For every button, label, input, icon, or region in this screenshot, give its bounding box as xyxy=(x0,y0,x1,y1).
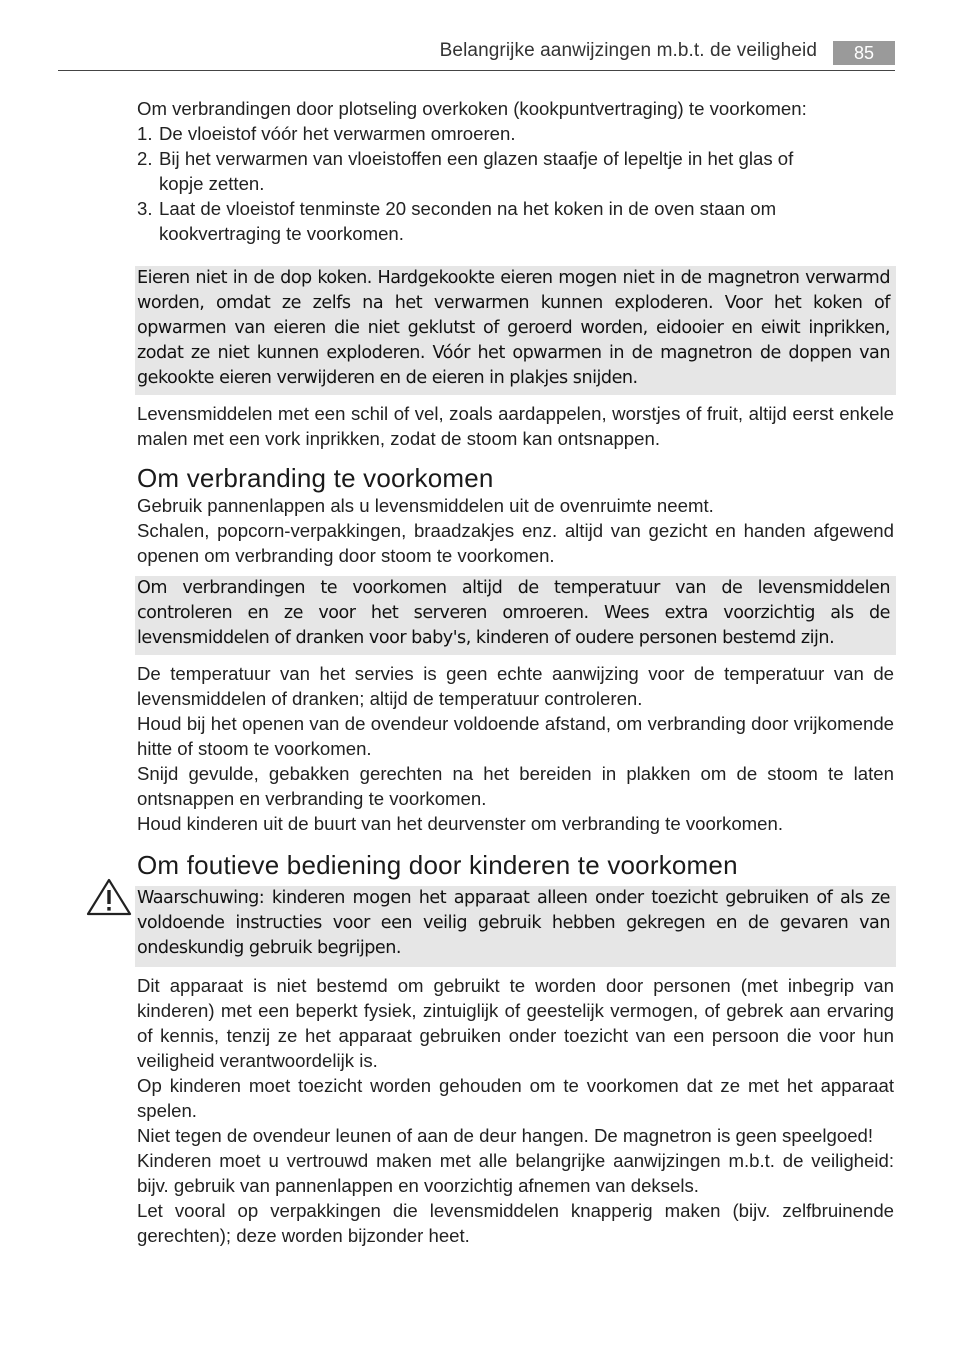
burn-paragraph-2: Schalen, popcorn-verpakkingen, braadzakjes enz. altijd van gezicht en handen afgewend openen om verbranding door stoom te voorkomen. xyxy=(137,520,894,566)
warning-triangle-icon xyxy=(86,878,132,916)
burn-paragraph-3: De temperatuur van het servies is geen echte aanwijzing voor de temperatuur van de levensmiddelen of dranken; altijd de temperatuur controleren. xyxy=(137,663,894,709)
children-warning-box xyxy=(135,886,896,967)
step-text: Bij het verwarmen van vloeistoffen een glazen staafje of lepeltje in het glas of kopje zetten. xyxy=(159,148,794,194)
list-item xyxy=(137,196,827,246)
temperature-warning-box xyxy=(135,576,896,655)
list-item xyxy=(137,121,894,146)
children-paragraph-4: Kinderen moet u vertrouwd maken met alle belangrijke aanwijzingen m.b.t. de veiligheid: bijv. gebruik van pannenlappen en voorzichtig afnemen van deksels. xyxy=(137,1150,894,1196)
temperature-warning-text: Om verbrandingen te voorkomen altijd de temperatuur van de levensmiddelen controleren en ze voor het serveren omroeren. Wees extra voorzichtig als de levensmiddelen of dranken voor baby's, kinderen of oudere personen bestemd zijn. xyxy=(137,578,890,648)
page-header xyxy=(58,36,895,71)
children-paragraph-5: Let vooral op verpakkingen die levensmiddelen knapperig maken (bijv. zelfbruinende gerechten); deze worden bijzonder heet. xyxy=(137,1200,894,1246)
children-warning-text: Waarschuwing: kinderen mogen het apparaat alleen onder toezicht gebruiken of als ze voldoende instructies voor een veilig gebruik hebben gekregen en de gevaren van ondeskundig gebruik begrijpen. xyxy=(137,888,890,958)
list-item xyxy=(137,146,827,196)
egg-warning-box xyxy=(135,266,896,395)
heading-burn: Om verbranding te voorkomen xyxy=(137,463,494,493)
intro-lead: Om verbrandingen door plotseling overkoken (kookpuntvertraging) te voorkomen: xyxy=(137,98,807,119)
step-number: 1. xyxy=(137,123,153,144)
children-paragraph-3: Niet tegen de ovendeur leunen of aan de deur hangen. De magnetron is geen speelgoed! xyxy=(137,1125,874,1146)
step-list xyxy=(137,121,894,246)
burn-paragraph-4: Houd bij het openen van de ovendeur voldoende afstand, om verbranding door vrijkomende hitte of stoom te voorkomen. xyxy=(137,713,894,759)
children-paragraph-1: Dit apparaat is niet bestemd om gebruikt te worden door personen (met inbegrip van kinderen) met een beperkt fysiek, zintuiglijk of geestelijk vermogen, of gebrek aan ervaring of kennis, tenzij ze het apparaat gebruiken onder toezicht van een persoon die voor hun veiligheid verantwoordelijk is. xyxy=(137,975,894,1071)
step-text: Laat de vloeistof tenminste 20 seconden na het koken in de oven staan om kookvertraging te voorkomen. xyxy=(159,198,777,244)
step-number: 2. xyxy=(137,148,153,169)
burn-paragraph-1: Gebruik pannenlappen als u levensmiddelen uit de ovenruimte neemt. xyxy=(137,495,714,516)
burn-paragraph-5: Snijd gevulde, gebakken gerechten na het bereiden in plakken om de stoom te laten ontsnappen en verbranding te voorkomen. xyxy=(137,763,894,809)
heading-children: Om foutieve bediening door kinderen te voorkomen xyxy=(137,850,738,880)
header-title: Belangrijke aanwijzingen m.b.t. de veiligheid xyxy=(439,40,817,61)
children-paragraph-2: Op kinderen moet toezicht worden gehouden om te voorkomen dat ze met het apparaat spelen. xyxy=(137,1075,894,1121)
page-content xyxy=(137,96,894,1248)
egg-warning-text: Eieren niet in de dop koken. Hardgekookte eieren mogen niet in de magnetron verwarmd worden, omdat ze zelfs na het verwarmen kunnen exploderen. Voor het koken of opwarmen van eieren die niet geklutst of geroerd worden, eidooier en eiwit inprikken, zodat ze niet kunnen exploderen. Vóór het opwarmen in de magnetron de doppen van gekookte eieren verwijderen en de eieren in plakjes snijden. xyxy=(137,268,890,388)
peel-paragraph: Levensmiddelen met een schil of vel, zoals aardappelen, worstjes of fruit, altijd eerst enkele malen met een vork inprikken, zodat de stoom kan ontsnappen. xyxy=(137,403,894,449)
step-text: De vloeistof vóór het verwarmen omroeren. xyxy=(159,123,516,144)
burn-paragraph-6: Houd kinderen uit de buurt van het deurvenster om verbranding te voorkomen. xyxy=(137,813,783,834)
step-number: 3. xyxy=(137,198,153,219)
page-number: 85 xyxy=(833,41,895,65)
